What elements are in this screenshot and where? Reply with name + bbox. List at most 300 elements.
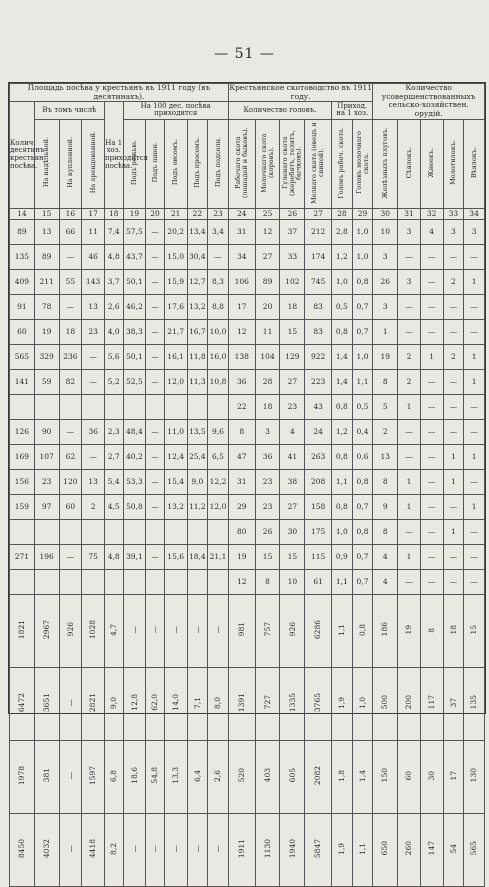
table-cell: 1,0 [352,244,373,269]
table-cell: — [59,294,82,319]
table-cell: 16,7 [187,319,208,344]
table-cell: 6,5 [208,444,229,469]
table-cell: 0,8 [352,269,373,294]
table-cell: 90 [34,419,59,444]
table-cell: 175 [305,519,332,544]
total-value: — [192,844,202,853]
table-cell: 15 [255,544,280,569]
table-cell: 50,1 [123,344,146,369]
table-cell: 97 [34,494,59,519]
total-cell [373,594,398,667]
table-cell: 11 [255,319,280,344]
table-cell: 115 [305,544,332,569]
table-cell: 66 [59,219,82,244]
table-cell: 11,8 [187,344,208,369]
total-value: 117 [426,695,436,710]
table-row [10,369,485,394]
table-cell: 50,8 [123,494,146,519]
table-cell: 4,8 [104,244,123,269]
table-cell: 236 [59,344,82,369]
table-cell: 12,0 [164,369,187,394]
total-value: — [129,625,139,634]
table-cell: 61 [305,569,332,594]
table-cell: 1 [398,394,421,419]
total-cell [228,740,255,813]
total-value: 12,8 [129,694,139,711]
table-cell: — [146,244,165,269]
table-cell: 1,4 [332,369,353,394]
table-cell: 28 [255,369,280,394]
table-cell: 745 [305,269,332,294]
table-cell: 52,5 [123,369,146,394]
total-value: 8450 [17,838,27,859]
table-cell [104,394,123,419]
column-number: 14 [10,208,35,219]
total-cell [280,667,305,740]
table-cell: 0,8 [352,519,373,544]
total-value: 62,0 [150,694,160,711]
total-cell [398,740,421,813]
total-cell [305,813,332,886]
total-row [10,813,485,886]
total-value: 2821 [88,692,98,713]
table-cell: — [464,419,485,444]
column-number: 16 [59,208,82,219]
table-cell: 0,6 [352,444,373,469]
table-cell: 0,7 [352,294,373,319]
table-cell: 36 [82,419,105,444]
table-cell: 3 [443,219,464,244]
table-cell: 135 [10,244,35,269]
table-cell: 91 [10,294,35,319]
table-cell: — [443,244,464,269]
table-cell: 212 [305,219,332,244]
total-cell [420,667,443,740]
total-cell [228,667,255,740]
table-cell [34,519,59,544]
table-cell: — [420,469,443,494]
total-cell [255,667,280,740]
table-cell: — [146,419,165,444]
table-cell: 141 [10,369,35,394]
total-cell [34,667,59,740]
statistics-table [8,82,486,859]
col-header: На 1 хоз. приходится посѣва. [104,102,123,208]
table-cell: 75 [82,544,105,569]
table-cell: 3 [398,269,421,294]
table-cell: 13 [82,469,105,494]
table-row [10,294,485,319]
total-value: 37 [448,697,458,708]
table-cell: 31 [228,469,255,494]
column-number: 23 [208,208,229,219]
table-cell: 12 [228,319,255,344]
table-cell: — [420,394,443,419]
table-cell: 0,5 [332,294,353,319]
table-cell: 26 [255,519,280,544]
total-cell [123,813,146,886]
table-cell: 50,1 [123,269,146,294]
total-value: 54,8 [150,767,160,784]
total-cell [280,813,305,886]
table-cell: 89 [10,219,35,244]
total-value: — [192,625,202,634]
total-cell [420,594,443,667]
table-cell: 13,2 [187,294,208,319]
table-cell [123,519,146,544]
table-cell: 1 [443,469,464,494]
total-value: 4,7 [108,623,118,636]
total-value: 17 [448,770,458,781]
table-cell: — [443,569,464,594]
total-cell [104,813,123,886]
col-header: На купленной. [59,119,82,208]
page-number: — 51 — [214,46,275,62]
table-cell: 17 [228,294,255,319]
total-cell [305,667,332,740]
table-cell: 19 [228,544,255,569]
table-cell: — [146,544,165,569]
table-cell: 18,4 [187,544,208,569]
total-value: — [213,844,223,853]
total-value: 9,0 [108,696,118,709]
total-value: 6472 [17,692,27,713]
table-cell [59,519,82,544]
total-value: 757 [262,622,272,637]
table-cell: 27 [280,494,305,519]
total-value: 1028 [88,619,98,640]
table-cell: 1,0 [352,219,373,244]
table-row [10,494,485,519]
total-value: 1597 [88,765,98,786]
table-cell [104,519,123,544]
table-cell: — [59,244,82,269]
table-cell [164,569,187,594]
table-cell: 19 [34,319,59,344]
table-row [10,469,485,494]
total-cell [164,594,187,667]
table-cell: — [398,294,421,319]
total-value: — [65,771,75,780]
total-value: 130 [469,768,479,783]
table-cell: — [398,319,421,344]
table-cell: — [420,319,443,344]
table-cell: 8,8 [208,294,229,319]
table-cell: 5 [373,394,398,419]
table-cell: 0,4 [352,419,373,444]
total-cell [59,667,82,740]
table-cell: 59 [34,369,59,394]
table-cell: 1 [398,494,421,519]
table-row [10,319,485,344]
total-cell [332,594,353,667]
table-cell: 1 [398,469,421,494]
table-cell: 271 [10,544,35,569]
table-cell: 12 [228,569,255,594]
table-cell: 16,1 [164,344,187,369]
table-cell: — [420,369,443,394]
col-header: Молотилокъ. [443,119,464,208]
table-cell: 11,3 [187,369,208,394]
total-value: 260 [404,841,414,856]
table-cell: 0,7 [352,544,373,569]
total-value: 186 [380,622,390,637]
col-header: Вѣялокъ. [464,119,485,208]
column-numbers [10,208,485,219]
column-number: 15 [34,208,59,219]
column-number: 34 [464,208,485,219]
table-cell: — [208,244,229,269]
total-cell [146,740,165,813]
col-header: Головъ рабоч. скота. [332,119,353,208]
table-cell: 1 [464,344,485,369]
table-cell: — [146,369,165,394]
table-cell [146,394,165,419]
table-cell: 120 [59,469,82,494]
total-cell [398,813,421,886]
table-cell: 17,6 [164,294,187,319]
column-number: 32 [420,208,443,219]
total-cell [352,813,373,886]
table-cell: — [82,444,105,469]
table-cell: 83 [305,319,332,344]
table-body [10,219,485,594]
table-cell [187,569,208,594]
table-cell: 0,9 [332,544,353,569]
table-cell: 55 [59,269,82,294]
table-cell [164,519,187,544]
table-cell: 22 [228,394,255,419]
table-row [10,219,485,244]
col-header: На арендованной. [82,119,105,208]
table-cell: 1,1 [332,469,353,494]
implements-group-header: Количество усовершенствованныхъ сельско-хозяйствен. орудій. [373,84,485,120]
total-value: 14,0 [170,694,180,711]
table-cell: 1,0 [352,344,373,369]
table-row [10,444,485,469]
table-cell: 143 [82,269,105,294]
table-cell: 13,4 [187,219,208,244]
total-cell [255,813,280,886]
table-cell: 8 [373,469,398,494]
total-value: 13,3 [170,767,180,784]
total-cell [82,740,105,813]
table-cell: 8 [373,519,398,544]
table-cell: 2,8 [332,219,353,244]
table-row [10,269,485,294]
table-cell: 27 [255,244,280,269]
table-cell: 8 [255,569,280,594]
col-header: Желѣзныхъ плуговъ. [373,119,398,208]
table-cell: — [146,494,165,519]
head-count-subheader: Количество головъ. [228,102,331,119]
table-cell: 46 [82,244,105,269]
total-value: 135 [469,695,479,710]
table-cell: 78 [34,294,59,319]
table-cell: 3 [373,244,398,269]
table-cell [164,394,187,419]
total-cell [104,740,123,813]
table-cell: 48,4 [123,419,146,444]
total-value: 4032 [41,838,51,859]
total-cell [10,594,35,667]
table-cell: 4 [373,569,398,594]
col-header: Подъ подсолн. [208,119,229,208]
table-row [10,569,485,594]
table-cell: 30,4 [187,244,208,269]
table-cell: 2 [443,344,464,369]
table-cell: 4 [280,419,305,444]
total-value: 0,8 [357,623,367,636]
table-row [10,544,485,569]
table-cell: 12,2 [208,469,229,494]
column-number: 26 [280,208,305,219]
table-cell: 1 [464,269,485,294]
table-cell: 8,3 [208,269,229,294]
table-cell: — [420,294,443,319]
table-cell: 174 [305,244,332,269]
table-cell: — [146,269,165,294]
col-header: Гуленаго скота (жеребятъ, телятъ, бычковъ). [280,119,305,208]
table-cell: 13,5 [187,419,208,444]
table-cell: 2,7 [104,444,123,469]
table-cell: 1 [464,369,485,394]
total-value: 1940 [287,838,297,859]
total-cell [305,740,332,813]
total-cell [332,813,353,886]
table-cell: 4 [420,219,443,244]
total-cell [420,740,443,813]
table-cell: 1,2 [332,244,353,269]
total-value: 1,4 [357,769,367,782]
table-cell: — [146,219,165,244]
col-header: Рабочаго скота (лошадей и быковъ). [228,119,255,208]
table-cell: 18 [59,319,82,344]
total-value: 565 [469,841,479,856]
table-cell: 2 [373,419,398,444]
table-cell: 129 [280,344,305,369]
table-cell: 2 [398,344,421,369]
table-cell: 5,2 [104,369,123,394]
total-value: 1,1 [357,842,367,855]
table-cell: — [398,244,421,269]
table-cell: 1 [464,494,485,519]
table-cell: — [443,544,464,569]
total-value: 2082 [313,765,323,786]
table-cell: 1 [373,319,398,344]
total-value: 403 [262,768,272,783]
table-cell [208,519,229,544]
total-cell [228,594,255,667]
table-cell: 15,9 [164,269,187,294]
livestock-group-header: Крестьянское скотоводство въ 1911 году. [229,83,372,101]
table-cell: 19 [373,344,398,369]
table-cell [59,569,82,594]
total-value: 1130 [262,838,272,859]
total-cell [10,813,35,886]
total-cell [208,594,229,667]
table-cell: 15 [280,319,305,344]
total-cell [82,813,105,886]
table-cell: 4,8 [104,544,123,569]
column-number: 24 [228,208,255,219]
total-cell [443,594,464,667]
table-cell: 223 [305,369,332,394]
total-value: 150 [380,768,390,783]
total-row [10,740,485,813]
total-cell [123,740,146,813]
table-cell: 409 [10,269,35,294]
table-cell: 53,3 [123,469,146,494]
area-group-header: Площадь посѣва у крестьянъ въ 1911 году (въ десятинахъ). [10,84,229,102]
total-cell [464,740,485,813]
column-number: 25 [255,208,280,219]
table-cell: 1,1 [332,569,353,594]
table-cell: 156 [10,469,35,494]
table-cell: 21,1 [208,544,229,569]
table-cell: — [146,344,165,369]
column-number: 28 [332,208,353,219]
total-cell [420,813,443,886]
total-cell [373,740,398,813]
table-cell [187,519,208,544]
table-cell: 33 [280,244,305,269]
table-cell: — [464,394,485,419]
total-value: 1391 [237,692,247,713]
table-cell: 13 [34,219,59,244]
table-cell: 138 [228,344,255,369]
table-cell: — [420,444,443,469]
table-cell [34,569,59,594]
table-cell: 2 [82,494,105,519]
column-number: 17 [82,208,105,219]
total-value: 5847 [313,838,323,859]
total-value: 8,0 [213,696,223,709]
total-value: 2,6 [213,769,223,782]
table-cell: — [443,369,464,394]
table-cell: 18 [280,294,305,319]
table-cell: — [398,569,421,594]
table-cell: 263 [305,444,332,469]
col-header: Мелкаго скота (овецъ и свиней). [305,119,332,208]
column-number: 31 [398,208,421,219]
table-cell: 9,6 [208,419,229,444]
table-cell: 38 [280,469,305,494]
table-cell: 29 [228,494,255,519]
total-value: 1,9 [337,696,347,709]
table-cell [10,394,35,419]
total-cell [208,667,229,740]
column-number-row [10,208,485,219]
table-cell: 9 [373,494,398,519]
table-cell: — [464,469,485,494]
table-cell: 43 [305,394,332,419]
table-cell: 7,4 [104,219,123,244]
total-cell [34,594,59,667]
total-value: 147 [426,841,436,856]
total-value: — [170,844,180,853]
col-header: Колич. десятинъ крестьян. посѣва. [10,102,35,208]
total-value: 520 [237,768,247,783]
table-cell [82,394,105,419]
table-cell [123,569,146,594]
table-cell: 36 [255,444,280,469]
total-value: 200 [404,695,414,710]
table-cell: 43,7 [123,244,146,269]
table-cell: 0,8 [332,494,353,519]
table-cell: — [420,569,443,594]
total-cell [34,813,59,886]
